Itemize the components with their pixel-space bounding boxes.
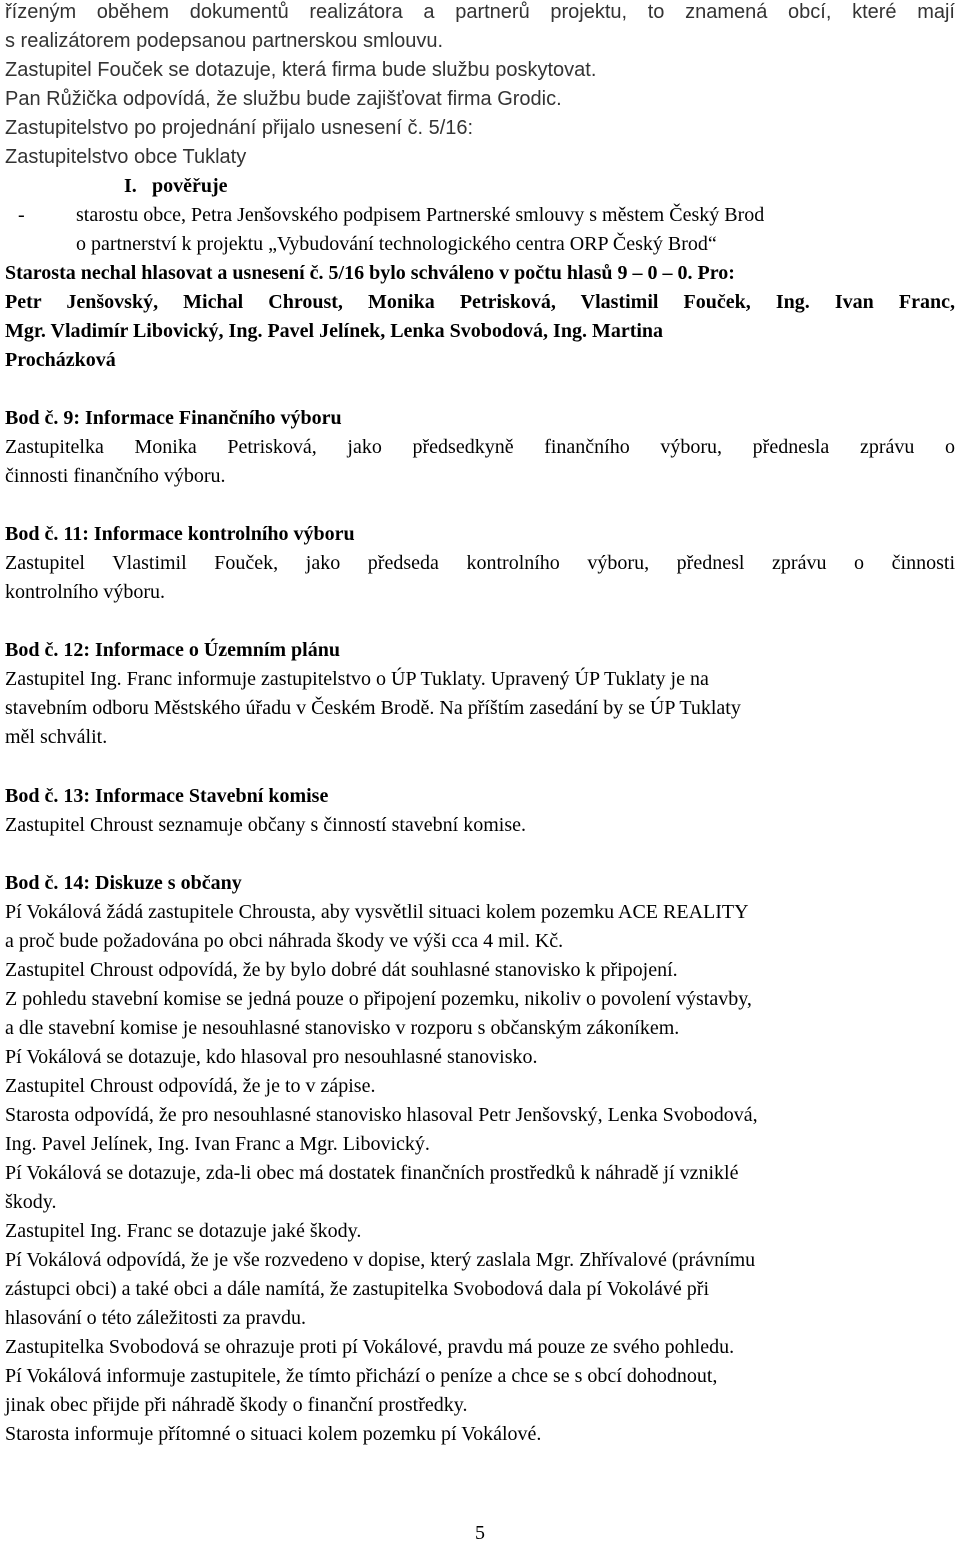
bod9-heading: Bod č. 9: Informace Finančního výboru: [5, 407, 342, 429]
vote-line-3: Mgr. Vladimír Libovický, Ing. Pavel Jelínek, Lenka Svobodová, Ing. Martina: [5, 320, 664, 342]
bod11-heading: Bod č. 11: Informace kontrolního výboru: [5, 523, 355, 545]
bod14-line: Zastupitel Chroust odpovídá, že by bylo dobré dát souhlasné stanovisko k připojení.: [5, 959, 678, 981]
bod13-heading: Bod č. 13: Informace Stavební komise: [5, 785, 329, 807]
bod11-line-1: Zastupitel Vlastimil Fouček, jako předseda kontrolního výboru, přednesl zprávu o činnosti: [5, 552, 955, 574]
intro-line-5: Zastupitelstvo po projednání přijalo usnesení č. 5/16:: [5, 117, 474, 139]
poveruje-heading: [124, 174, 228, 198]
intro-line-3: Zastupitel Fouček se dotazuje, která firma bude službu poskytovat.: [5, 59, 597, 81]
poveruje-word: pověřuje: [152, 175, 228, 197]
bod9-line-1: Zastupitelka Monika Petrisková, jako předsedkyně finančního výboru, přednesla zprávu o: [5, 436, 955, 458]
bod14-heading: Bod č. 14: Diskuze s občany: [5, 872, 242, 894]
bod14-line: Starosta odpovídá, že pro nesouhlasné stanovisko hlasoval Petr Jenšovský, Lenka Svobodová,: [5, 1104, 758, 1126]
intro-line-6: Zastupitelstvo obce Tuklaty: [5, 146, 247, 168]
bod14-line: škody.: [5, 1191, 57, 1213]
intro-line-4: Pan Růžička odpovídá, že službu bude zajišťovat firma Grodic.: [5, 88, 562, 110]
bod14-line: a proč bude požadována po obci náhrada škody ve výši cca 4 mil. Kč.: [5, 930, 564, 952]
bod9-line-2: činnosti finančního výboru.: [5, 465, 226, 487]
bod14-line: hlasování o této záležitosti za pravdu.: [5, 1307, 307, 1329]
bod14-line: Pí Vokálová informuje zastupitele, že tímto přichází o peníze a chce se s obcí dohodnout,: [5, 1365, 718, 1387]
bod14-line: jinak obec přijde při náhradě škody o finanční prostředky.: [5, 1394, 468, 1416]
bod14-line: Pí Vokálová se dotazuje, kdo hlasoval pro nesouhlasné stanovisko.: [5, 1046, 538, 1068]
bod14-line: Z pohledu stavební komise se jedná pouze o připojení pozemku, nikoliv o povolení výstavby,: [5, 988, 752, 1010]
bod13-line-1: Zastupitel Chroust seznamuje občany s činností stavební komise.: [5, 814, 527, 836]
intro-line-1: řízeným oběhem dokumentů realizátora a partnerů projektu, to znamená obcí, které mají: [5, 1, 955, 23]
poveruje-number: I.: [124, 175, 137, 197]
bod11-line-2: kontrolního výboru.: [5, 581, 165, 603]
bod14-line: Pí Vokálová se dotazuje, zda-li obec má dostatek finančních prostředků k náhradě jí vzniklé: [5, 1162, 739, 1184]
bod14-line: Zastupitelka Svobodová se ohrazuje proti pí Vokálové, pravdu má pouze ze svého pohledu.: [5, 1336, 735, 1358]
item-dash: -: [18, 204, 25, 226]
bod14-line: a dle stavební komise je nesouhlasné stanovisko v rozporu s občanským zákoníkem.: [5, 1017, 680, 1039]
bod14-line: zástupci obci) a také obci a dále namítá, že zastupitelka Svobodová dala pí Vokolávé při: [5, 1278, 710, 1300]
bod14-line: Ing. Pavel Jelínek, Ing. Ivan Franc a Mgr. Libovický.: [5, 1133, 430, 1155]
bod14-line: Zastupitel Chroust odpovídá, že je to v zápise.: [5, 1075, 376, 1097]
bod14-line: Starosta informuje přítomné o situaci kolem pozemku pí Vokálové.: [5, 1423, 542, 1445]
bod12-heading: Bod č. 12: Informace o Územním plánu: [5, 639, 340, 661]
bod14-line: Pí Vokálová odpovídá, že je vše rozvedeno v dopise, který zaslala Mgr. Zhřívalové (právnímu: [5, 1249, 756, 1271]
bod12-line-2: stavebním odboru Městského úřadu v Českém Brodě. Na příštím zasedání by se ÚP Tuklaty: [5, 697, 741, 719]
intro-line-2: s realizátorem podepsanou partnerskou smlouvu.: [5, 30, 444, 52]
vote-line-1: Starosta nechal hlasovat a usnesení č. 5/16 bylo schváleno v počtu hlasů 9 – 0 – 0. Pro:: [5, 262, 735, 284]
vote-line-2: Petr Jenšovský, Michal Chroust, Monika Petrisková, Vlastimil Fouček, Ing. Ivan Franc,: [5, 291, 955, 313]
bod12-line-1: Zastupitel Ing. Franc informuje zastupitelstvo o ÚP Tuklaty. Upravený ÚP Tuklaty je na: [5, 668, 709, 690]
vote-line-4: Procházková: [5, 349, 116, 371]
item-line-1: starostu obce, Petra Jenšovského podpisem Partnerské smlouvy s městem Český Brod: [76, 204, 765, 226]
bod14-line: Pí Vokálová žádá zastupitele Chrousta, aby vysvětlil situaci kolem pozemku ACE REALITY: [5, 901, 749, 923]
bod12-line-3: měl schválit.: [5, 726, 108, 748]
bod14-line: Zastupitel Ing. Franc se dotazuje jaké škody.: [5, 1220, 362, 1242]
item-line-2: o partnerství k projektu „Vybudování technologického centra ORP Český Brod“: [76, 233, 717, 255]
page-number: 5: [475, 1522, 485, 1544]
